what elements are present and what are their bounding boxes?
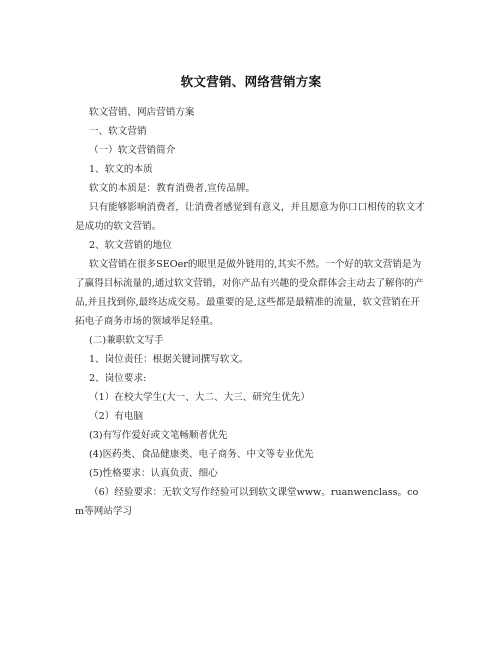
item-heading: 1、软文的本质	[89, 164, 153, 175]
item-heading: 2、软文营销的地位	[89, 240, 172, 251]
list-item: （1）在校大学生(大一、大二、大三、研究生优先）	[89, 392, 310, 403]
list-item: (4)医药类、食品健康类、电子商务、中文等专业优先	[89, 449, 314, 460]
list-item: （2）有电脑	[89, 411, 144, 422]
list-item: （6）经验要求：无软文写作经验可以到软文课堂www。ruanwenclass。com等网站学习	[75, 487, 419, 517]
list-item: (3)有写作爱好或文笔畅顺者优先	[89, 430, 228, 441]
paragraph: 软文的本质是：教育消费者,宣传品牌。	[89, 183, 256, 194]
paragraph: 软文营销在很多SEOer的眼里是做外链用的,其实不然。一个好的软文营销是为了赢得目标流量的,通过软文营销，对你产品有兴趣的受众群体会主动去了解你的产品,并且找到你,最终达成交易。最重要的是,这些都是最精准的流量，软文营销在开拓电子商务市场的领域举足轻重。	[75, 259, 424, 327]
list-item: 1、岗位责任：根据关键词撰写软文。	[89, 354, 249, 365]
list-item: (5)性格要求：认真负责、细心	[89, 468, 218, 479]
document-body	[75, 103, 427, 521]
paragraph: 只有能够影响消费者，让消费者感觉到有意义，并且愿意为你口口相传的软文才是成功的软文营销。	[75, 202, 425, 232]
document-title: 软文营销、网络营销方案	[180, 74, 322, 89]
section-heading: 一、软文营销	[89, 126, 147, 137]
subsection-heading: (二)兼职软文写手	[89, 335, 164, 346]
subsection-heading: （一）软文营销简介	[89, 145, 176, 156]
paragraph: 软文营销、网店营销方案	[89, 107, 195, 118]
list-item: 2、岗位要求:	[89, 373, 147, 384]
